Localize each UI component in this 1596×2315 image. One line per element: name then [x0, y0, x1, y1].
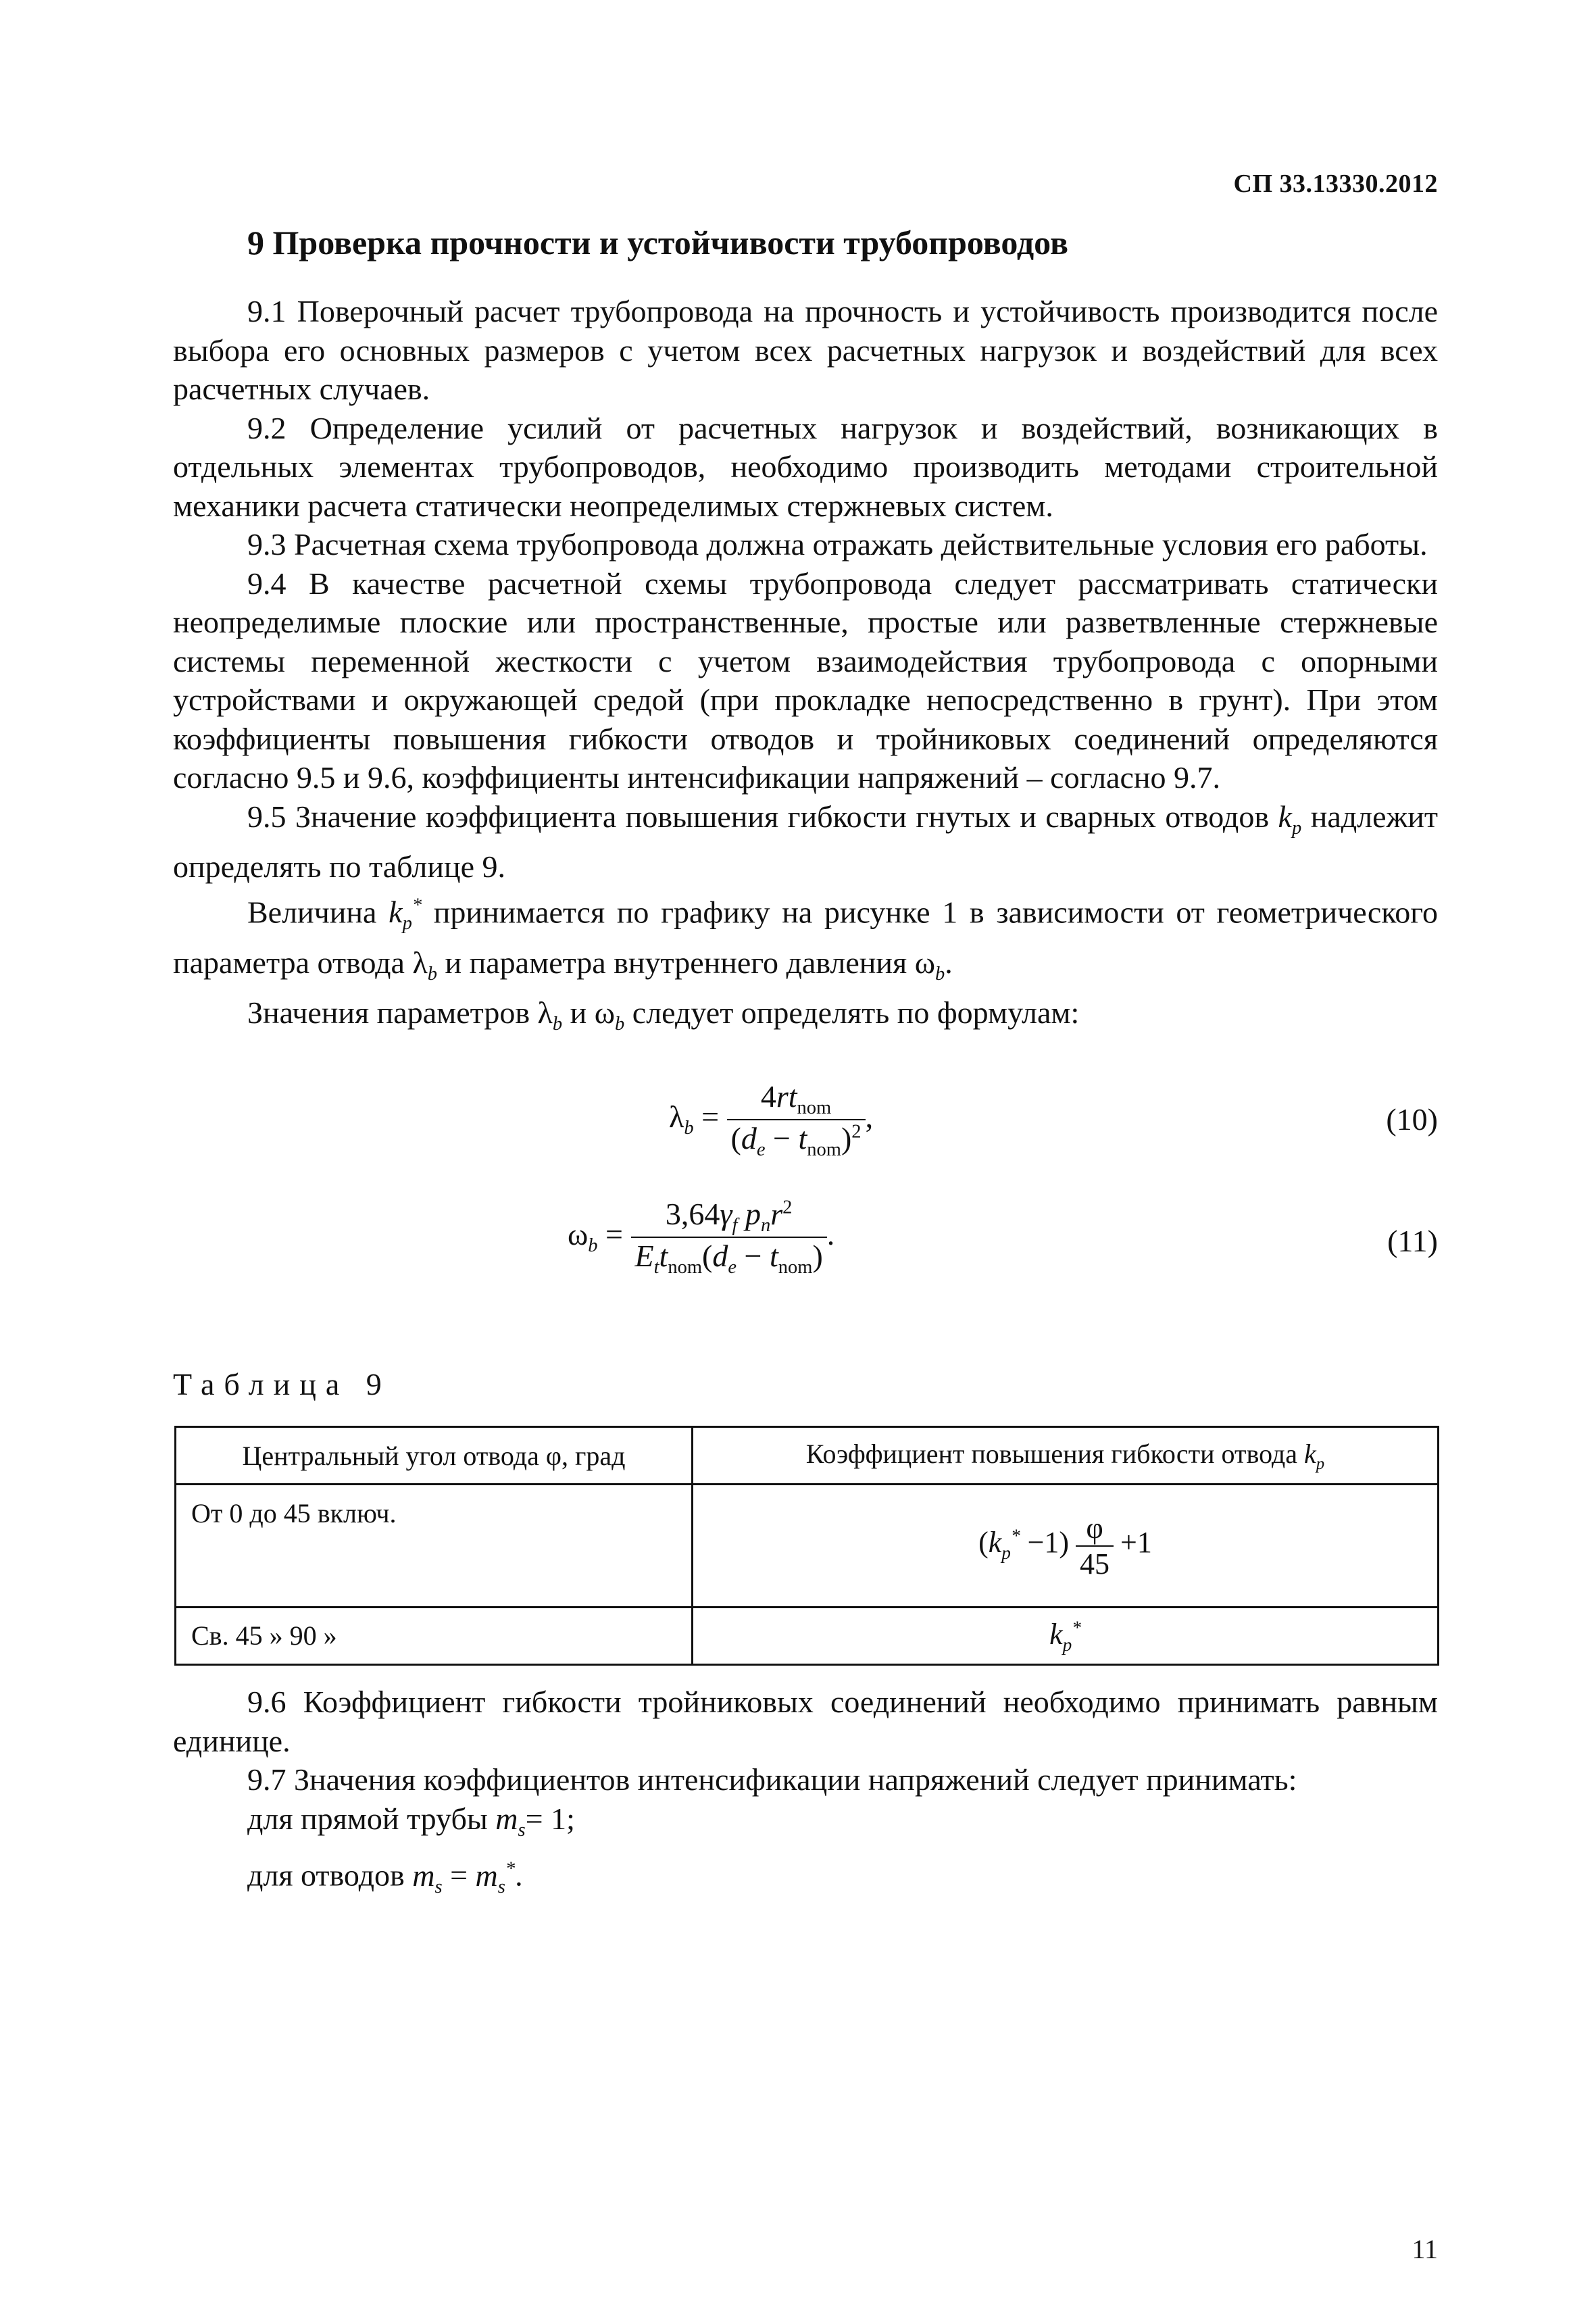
- bends-text: для отводов: [247, 1858, 405, 1893]
- table-header-coefficient: Коэффициент повышения гибкости отвода $k_p$: [693, 1427, 1439, 1485]
- straight-pipe-text: для прямой трубы: [247, 1801, 488, 1836]
- kp-star-symbol: $k_p^*$: [389, 895, 422, 935]
- paragraph-9-6: 9.6 Коэффициент гибкости тройниковых соединений необходимо принимать равным единице.: [173, 1685, 1438, 1758]
- paragraph-9-5: [173, 797, 1438, 887]
- paragraph-9-3: 9.3 Расчетная схема трубопровода должна отражать действительные условия его работы.: [247, 527, 1428, 562]
- paragraph-9-1: 9.1 Поверочный расчет трубопровода на прочность и устойчивость производится после выбора его основных размеров с учетом всех расчетных нагрузок и воздействий для всех расчетных случаев.: [173, 294, 1438, 406]
- paragraph-kp-star: Величина $k_p^*$ принимается по графику на рисунке 1 в зависимости от геометрического параметра отвода $\lambda_b$ и параметра внутреннего давления $\omega_b$.: [173, 895, 1439, 985]
- paragraph-kp-star-text-b: принимается по графику на рисунке 1 в зависимости от геометрического параметра отвода λ: [173, 895, 1439, 980]
- paragraph-group-1: [173, 292, 1438, 1044]
- paragraph-params-text-b: и ω: [570, 995, 616, 1030]
- paragraph-params: Значения параметров $\lambda_b$ и $\omega_b$ следует определять по формулам:: [247, 995, 1080, 1035]
- table-header-coefficient-text: Коэффициент повышения гибкости отвода: [805, 1438, 1298, 1469]
- table-header-angle: Центральный угол отвода φ, град: [176, 1427, 693, 1485]
- kp-symbol: $k_p$: [1278, 799, 1302, 839]
- table-cell-formula-1: $(k_p^* -1)$ $\frac{\varphi}{45}$ +1: [693, 1485, 1439, 1608]
- table-9: [174, 1426, 1439, 1666]
- table-row: [176, 1608, 1439, 1665]
- paragraph-kp-star-text-c: и параметра внутреннего давления ω: [445, 945, 935, 980]
- paragraph-params-text: Значения параметров λ: [247, 995, 553, 1030]
- paragraph-straight-pipe: для прямой трубы $m_s= 1$;: [247, 1801, 575, 1841]
- paragraph-9-7: 9.7 Значения коэффициентов интенсификации напряжений следует принимать:: [247, 1762, 1297, 1797]
- paragraph-bends: для отводов $m_s = m_s^*$.: [247, 1858, 523, 1897]
- straight-pipe-value: = 1;: [525, 1801, 575, 1836]
- paragraph-params-text-c: следует определять по формулам:: [632, 995, 1080, 1030]
- table-caption: Таблица 9: [173, 1367, 391, 1401]
- paragraph-kp-star-text: Величина: [247, 895, 377, 930]
- page-number: 11: [1412, 2234, 1438, 2264]
- paragraph-9-5-text: 9.5 Значение коэффициента повышения гибкости гнутых и сварных отводов: [247, 799, 1270, 834]
- table-cell-formula-2: $k_p^*$: [693, 1608, 1439, 1665]
- formula-10: $\lambda_b$ = $\frac{4rt_{nom}}{(d_e - t_{nom})^2}$ ,: [669, 1079, 874, 1161]
- table-row: [176, 1485, 1439, 1608]
- table-cell-range-2: Св. 45 » 90 »: [176, 1608, 693, 1665]
- document-code: СП 33.13330.2012: [1233, 170, 1438, 198]
- paragraph-9-2: 9.2 Определение усилий от расчетных нагрузок и воздействий, возникающих в отдельных элементах трубопроводов, необходимо производить методами строительной механики расчета статически неопределимых стержневых систем.: [173, 410, 1438, 523]
- paragraph-group-2: [173, 1683, 1438, 1906]
- formula-11: $\omega_b$ = $\frac{3,64\gamma_f p_nr^2}{E_tt_{nom}(d_e - t_{nom})}$ .: [568, 1197, 835, 1278]
- formula-11-number: (11): [1387, 1224, 1438, 1258]
- paragraph-9-5-text-b: надлежит определять по таблице 9.: [173, 799, 1439, 885]
- section-heading: 9 Проверка прочности и устойчивости трубопроводов: [247, 224, 1068, 262]
- table-cell-range-1: От 0 до 45 включ.: [176, 1485, 693, 1608]
- formula-10-number: (10): [1386, 1102, 1438, 1137]
- paragraph-9-4: 9.4 В качестве расчетной схемы трубопровода следует рассматривать статически неопределимые плоские или пространственные, простые или разветвленные стержневые системы переменной жесткости с учетом взаимодействия трубопровода с опорными устройствами и окружающей средой (при прокладке непосредственно в грунт). При этом коэффициенты повышения гибкости отводов и тройниковых соединений определяются согласно 9.5 и 9.6, коэффициенты интенсификации напряжений – согласно 9.7.: [173, 566, 1438, 795]
